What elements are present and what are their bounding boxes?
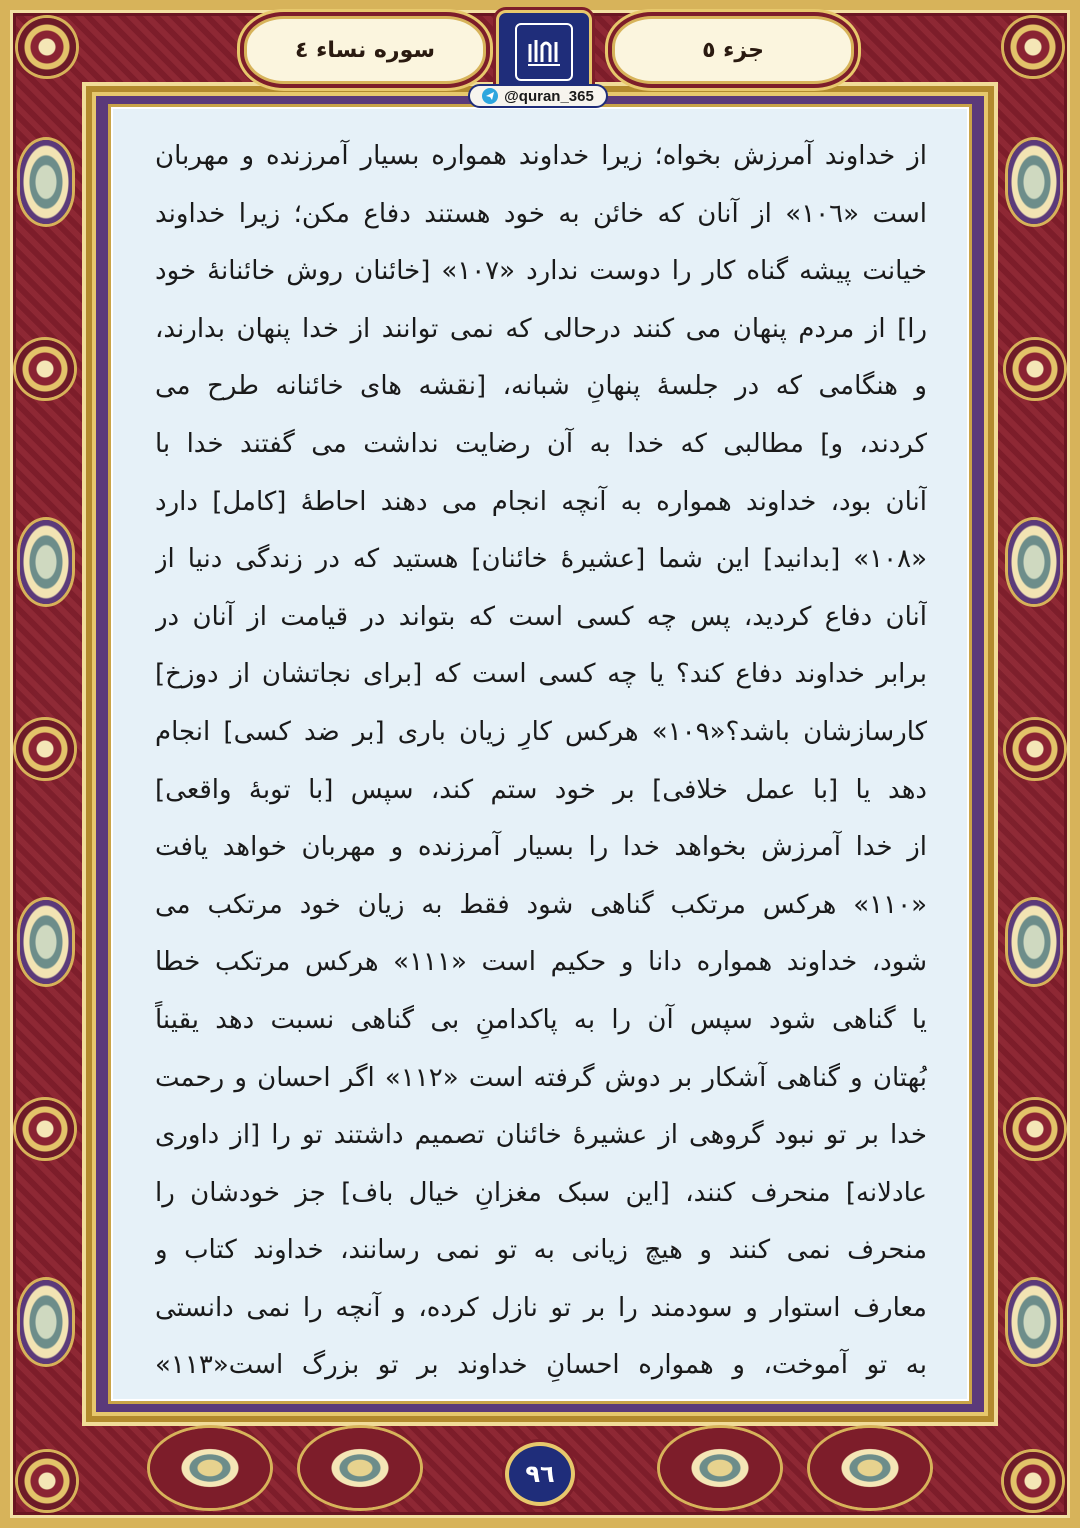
ornament-medallion <box>18 1452 76 1510</box>
telegram-icon <box>482 88 498 104</box>
ornament-lozenge <box>1008 520 1060 604</box>
ornament-medallion <box>16 720 74 778</box>
text-line: از خداوند آمرزش بخواه؛ زیرا خداوند همواره بسیار آمرزنده و مهربان <box>155 141 927 171</box>
ornament-medallion <box>16 1100 74 1158</box>
surah-title: سوره نساء ٤ <box>295 37 435 63</box>
text-line: شود، خداوند همواره دانا و حکیم است «١١١» هرکس مرتکب خطا <box>155 947 927 978</box>
surah-cartouche <box>244 16 486 84</box>
ornament-medallion <box>1006 720 1064 778</box>
text-line: به تو آموخت، و همواره احسانِ خداوند بر تو بزرگ است«١١٣» <box>155 1350 927 1381</box>
ornament-medallion <box>1004 1452 1062 1510</box>
text-line: «١٠٨» [بدانید] این شما [عشیرهٔ خائنان] هستید که در زندگی دنیا از <box>155 544 927 575</box>
ornament-cartouche <box>660 1428 780 1508</box>
ornament-cartouche <box>300 1428 420 1508</box>
juz-cartouche <box>612 16 854 84</box>
text-line: آنان بود، خداوند همواره به آنچه انجام می دهند احاطهٔ [کامل] دارد <box>155 486 927 517</box>
ornament-medallion <box>18 18 76 76</box>
ornament-lozenge <box>20 1280 72 1364</box>
text-line: منحرف نمی کنند و هیچ زیانی به تو نمی رسانند، خداوند کتاب و <box>155 1235 927 1266</box>
text-line: معارف استوار و سودمند را بر تو نازل کرده، و آنچه را نمی دانستی <box>155 1292 927 1323</box>
ornament-medallion <box>1006 340 1064 398</box>
ornament-lozenge <box>20 140 72 224</box>
text-line: را] از مردم پنهان می کنند درحالی که نمی توانند از خدا پنهان بدارند، <box>155 313 927 344</box>
text-line: برابر خداوند دفاع کند؟ یا چه کسی است که [برای نجاتشان از دوزخ] <box>155 659 927 690</box>
juz-label: جزء ٥ <box>702 37 764 63</box>
ornament-lozenge <box>1008 900 1060 984</box>
ornament-medallion <box>16 340 74 398</box>
text-line: آنان دفاع کردید، پس چه کسی است که بتواند در قیامت از آنان در <box>155 601 927 632</box>
ornament-lozenge <box>20 900 72 984</box>
text-line: از خدا آمرزش بخواهد خدا را بسیار آمرزنده و مهربان خواهد یافت <box>155 832 927 863</box>
ornament-lozenge <box>1008 140 1060 224</box>
quran-calligraphy-emblem-icon <box>496 10 592 94</box>
text-line: کارسازشان باشد؟«١٠٩» هرکس کارِ زیان باری [بر ضد کسی] انجام <box>155 716 927 747</box>
ornament-medallion <box>1004 18 1062 76</box>
channel-handle[interactable] <box>468 84 608 108</box>
ornament-lozenge <box>1008 1280 1060 1364</box>
ornament-cartouche <box>810 1428 930 1508</box>
text-line: «١١٠» هرکس مرتکب گناهی شود فقط به زیان خود مرتکب می <box>155 889 927 920</box>
text-line: دهد یا [با عمل خلافی] بر خود ستم کند، سپس [با توبهٔ واقعی] <box>155 774 927 805</box>
text-line: عادلانه] منحرف کنند، [این سبک مغزانِ خیال باف] جز خودشان را <box>155 1177 927 1208</box>
text-line: بُهتان و گناهی آشکار بر دوش گرفته است «١١٢» اگر احسان و رحمت <box>155 1062 927 1093</box>
ornament-medallion <box>1006 1100 1064 1158</box>
text-line: است «١٠٦» از آنان که خائن به خود هستند دفاع مکن؛ زیرا خداوند <box>155 198 927 229</box>
text-line: و هنگامی که در جلسهٔ پنهانِ شبانه، [نقشه های خائنانه طرح می <box>155 371 927 402</box>
handle-text: @quran_365 <box>504 87 594 105</box>
page-number: ٩٦ <box>505 1442 575 1506</box>
verse-text <box>155 128 927 1395</box>
ornament-cartouche <box>150 1428 270 1508</box>
text-line: خدا بر تو نبود گروهی از عشیرهٔ خائنان تصمیم داشتند تو را [از داوری <box>155 1120 927 1151</box>
ornament-lozenge <box>20 520 72 604</box>
text-line: خیانت پیشه گناه کار را دوست ندارد «١٠٧» [خائنان روش خائنانهٔ خود <box>155 256 927 287</box>
text-line: یا گناهی شود سپس آن را به پاکدامنِ بی گناهی نسبت دهد یقیناً <box>155 1004 927 1035</box>
text-line: کردند، و] مطالبی که خدا به آن رضایت نداشت می گفتند خدا با <box>155 428 927 459</box>
